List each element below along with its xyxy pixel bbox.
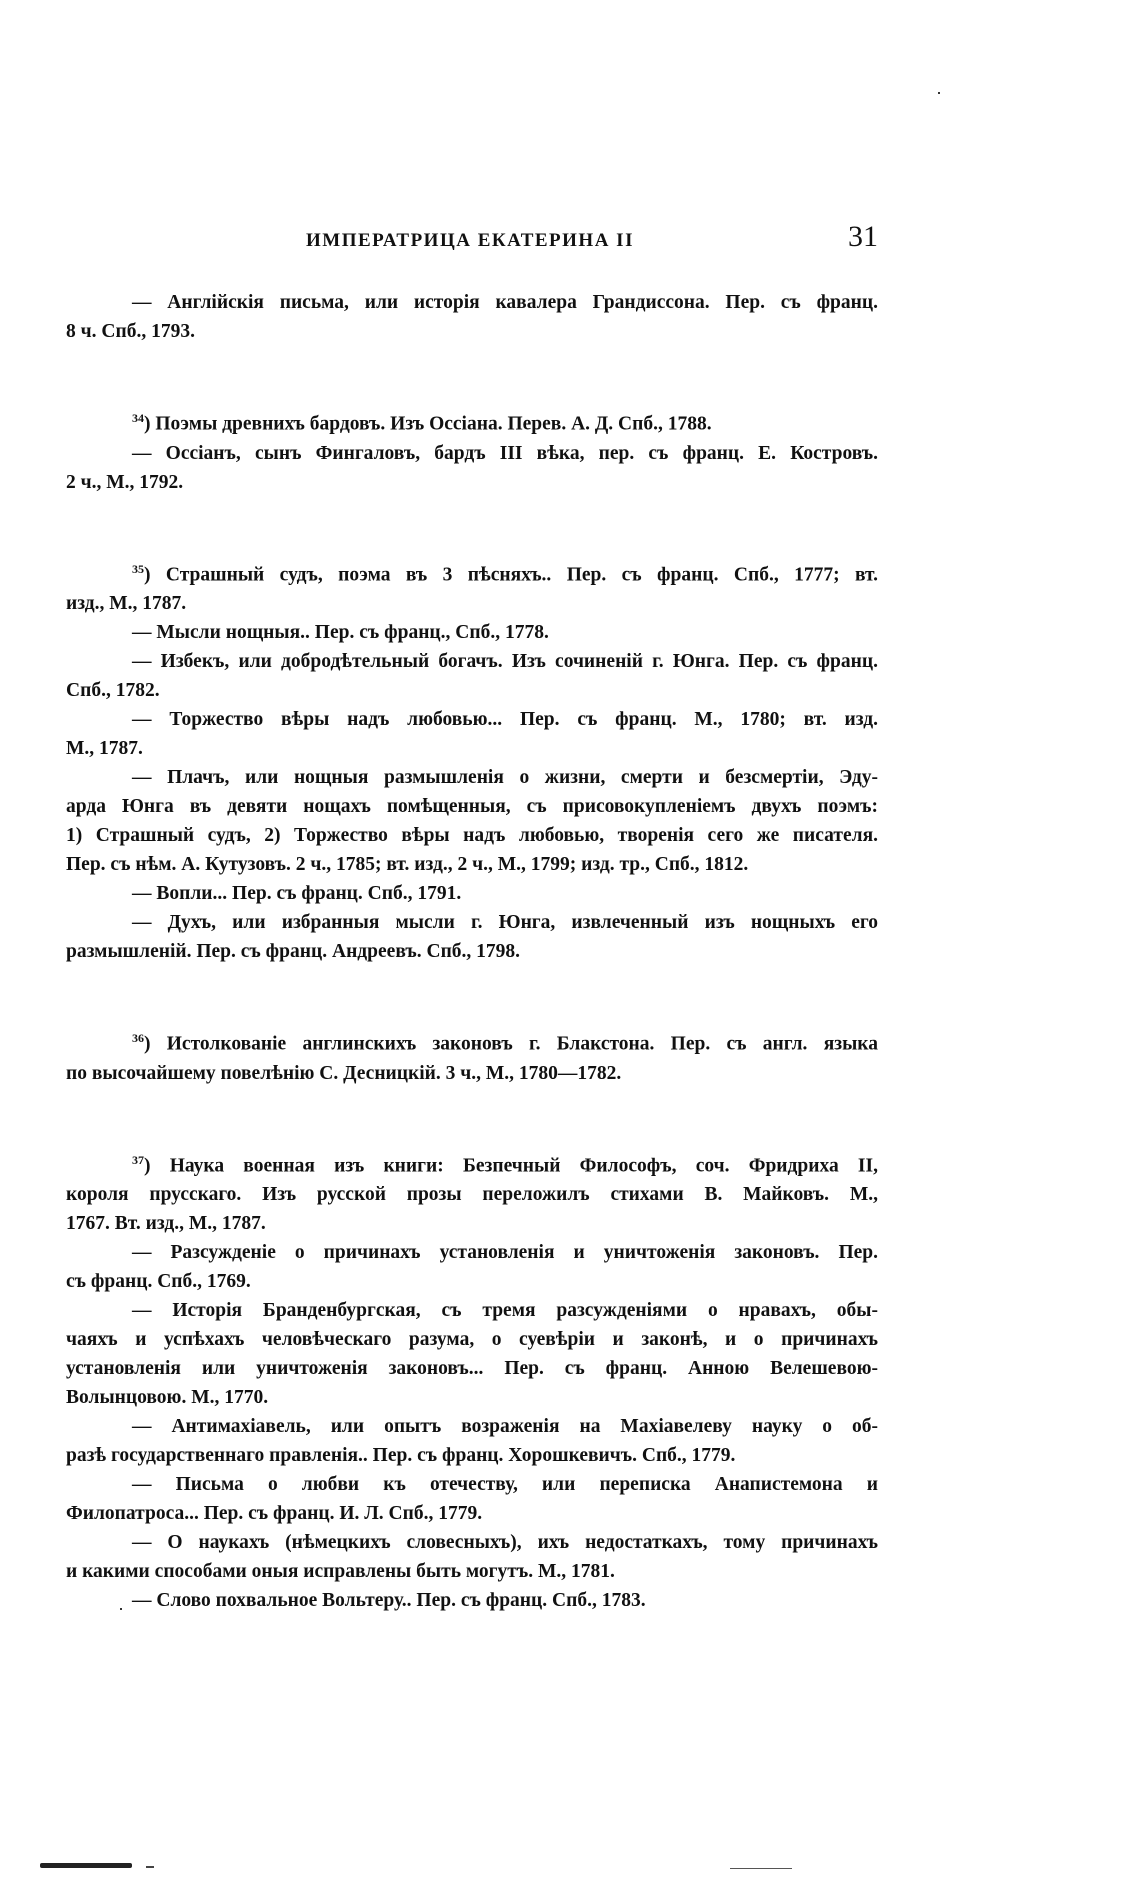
text-line (66, 288, 878, 317)
footnote-paren: ) (144, 413, 156, 435)
line-text: — Духъ, или избранныя мысли г. Юнга, извлеченный изъ нощныхъ его (132, 912, 878, 933)
text-line (66, 1557, 878, 1586)
line-text: — Оссіанъ, сынъ Фингаловъ, бардъ III вѣка, пер. съ франц. Е. Костровъ. (132, 442, 878, 464)
line-text: Истолкованіе англинскихъ законовъ г. Блакстона. Пер. съ англ. языка (166, 1033, 879, 1055)
text-line (66, 1146, 878, 1181)
line-text: и какими способами оныя исправлены быть могутъ. М., 1781. (66, 1561, 615, 1582)
text-line (66, 439, 878, 468)
line-text: — Торжество вѣры надъ любовью... Пер. съ франц. М., 1780; вт. изд. (132, 709, 878, 730)
line-text: разѣ государственнаго правленія.. Пер. съ франц. Хорошкевичъ. Спб., 1779. (66, 1445, 736, 1466)
text-line (66, 937, 878, 966)
text-line (66, 1325, 878, 1354)
text-line (66, 1209, 878, 1238)
text-line (66, 908, 878, 937)
footnote (66, 288, 878, 346)
footer-marks (0, 1860, 1140, 1880)
text-line (66, 317, 878, 346)
text-line (66, 1059, 878, 1088)
line-text: Пер. съ нѣм. А. Кутузовъ. 2 ч., 1785; вт. изд., 2 ч., М., 1799; изд. тр., Спб., 1812. (66, 854, 749, 875)
text-line (66, 792, 878, 821)
text-line (66, 850, 878, 879)
line-text: — Исторія Бранденбургская, съ тремя разсужденіями о нравахъ, обы- (132, 1300, 878, 1321)
footnote-paren: ) (144, 564, 166, 585)
footnote-number: 35 (132, 561, 144, 576)
line-text: короля прусскаго. Изъ русской прозы переложилъ стихами В. Майковъ. М., (66, 1184, 878, 1205)
line-text: Филопатроса... Пер. съ франц. И. Л. Спб., 1779. (66, 1503, 483, 1524)
line-text: Волынцовою. М., 1770. (66, 1387, 269, 1408)
note-gap (66, 966, 878, 1024)
note-gap (66, 1088, 878, 1146)
footnote-paren: ) (144, 1033, 167, 1055)
text-line (66, 468, 878, 497)
text-line (66, 1528, 878, 1557)
note-gap (66, 346, 878, 404)
line-text: размышленій. Пер. съ франц. Андреевъ. Спб., 1798. (66, 941, 521, 962)
line-text: 8 ч. Спб., 1793. (66, 321, 195, 342)
text-line (66, 1296, 878, 1325)
line-text: Наука военная изъ книги: Безпечный Философъ, соч. Фридриха II, (169, 1155, 878, 1176)
text-line (66, 734, 878, 763)
line-text: — Разсужденіе о причинахъ установленія и уничтоженія законовъ. Пер. (132, 1242, 878, 1263)
text-line (66, 1499, 878, 1528)
text-line (66, 589, 878, 618)
page-header (66, 220, 878, 260)
line-text: — Письма о любви къ отечеству, или переписка Анапистемона и (132, 1474, 878, 1495)
text-line (66, 555, 878, 590)
text-line (66, 1412, 878, 1441)
running-title: ИМПЕРАТРИЦА ЕКАТЕРИНА II (306, 230, 634, 251)
text-line (66, 676, 878, 705)
text-line (66, 879, 878, 908)
text-line (66, 647, 878, 676)
line-text: — Вопли... Пер. съ франц. Спб., 1791. (132, 883, 462, 904)
text-line (66, 1586, 878, 1615)
line-text: — О наукахъ (нѣмецкихъ словесныхъ), ихъ недостаткахъ, тому причинахъ (132, 1532, 878, 1553)
text-line (66, 821, 878, 850)
line-text: М., 1787. (66, 738, 143, 759)
text-line (66, 618, 878, 647)
scan-speck (120, 1608, 122, 1610)
line-text: Страшный судъ, поэма въ 3 пѣсняхъ.. Пер. съ франц. Спб., 1777; вт. (165, 564, 878, 585)
line-text: — Плачъ, или нощныя размышленія о жизни, смерти и безсмертіи, Эду- (132, 767, 878, 788)
note-gap (66, 497, 878, 555)
ink-scribble (40, 1863, 132, 1868)
footnote (66, 1146, 878, 1616)
footnote (66, 1024, 878, 1088)
text-line (66, 705, 878, 734)
line-text: — Слово похвальное Вольтеру.. Пер. съ франц. Спб., 1783. (132, 1590, 646, 1611)
line-text: по высочайшему повелѣнію С. Десницкій. 3 ч., М., 1780—1782. (66, 1062, 622, 1084)
text-line (66, 1267, 878, 1296)
text-line (66, 404, 878, 439)
footnote-number: 34 (132, 411, 144, 425)
text-line (66, 1238, 878, 1267)
footnote (66, 555, 878, 967)
line-text: — Мысли нощныя.. Пер. съ франц., Спб., 1778. (132, 622, 549, 643)
line-text: — Избекъ, или добродѣтельный богачъ. Изъ сочиненій г. Юнга. Пер. съ франц. (132, 651, 878, 672)
line-text: Спб., 1782. (66, 680, 160, 701)
line-text: съ франц. Спб., 1769. (66, 1271, 251, 1292)
text-line (66, 1354, 878, 1383)
line-text: Поэмы древнихъ бардовъ. Изъ Оссіана. Перев. А. Д. Спб., 1788. (155, 413, 712, 435)
page-number: 31 (848, 220, 878, 253)
line-text: — Англійскія письма, или исторія кавалера Грандиссона. Пер. съ франц. (132, 292, 878, 313)
scan-speck (938, 92, 940, 94)
line-text: арда Юнга въ девяти нощахъ помѣщенныя, съ присовокупленіемъ двухъ поэмъ: (66, 796, 878, 817)
text-line (66, 1383, 878, 1412)
footer-rule (730, 1868, 792, 1869)
footnotes-body (66, 288, 878, 1615)
line-text: 1767. Вт. изд., М., 1787. (66, 1213, 266, 1234)
text-line (66, 763, 878, 792)
line-text: 2 ч., М., 1792. (66, 471, 184, 493)
line-text: чаяхъ и успѣхахъ человѣческаго разума, о суевѣріи и законѣ, и о причинахъ (66, 1329, 878, 1350)
line-text: — Антимахіавель, или опытъ возраженія на Махіавелеву науку о об- (132, 1416, 878, 1437)
text-line (66, 1470, 878, 1499)
footnote-number: 37 (132, 1152, 144, 1167)
line-text: установленія или уничтоженія законовъ... Пер. съ франц. Анною Велешевою- (66, 1358, 878, 1379)
footnote-paren: ) (144, 1155, 170, 1176)
text-line (66, 1441, 878, 1470)
text-line (66, 1180, 878, 1209)
ink-dash (146, 1866, 154, 1868)
text-line (66, 1024, 878, 1059)
footnote-number: 36 (132, 1031, 144, 1045)
line-text: 1) Страшный судъ, 2) Торжество вѣры надъ любовью, творенія сего же писателя. (66, 825, 878, 846)
line-text: изд., М., 1787. (66, 593, 187, 614)
footnote (66, 404, 878, 497)
